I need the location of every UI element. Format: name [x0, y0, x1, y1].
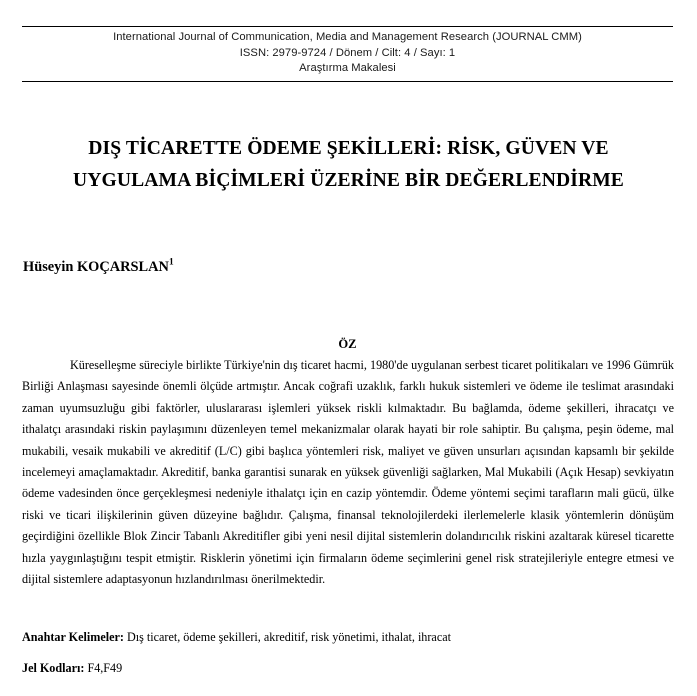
- journal-article-type-line: Araştırma Makalesi: [299, 62, 396, 75]
- journal-masthead: [22, 26, 673, 82]
- journal-title-line: International Journal of Communication, Media and Management Research (JOURNAL CMM): [113, 31, 582, 43]
- author-footnote-marker: 1: [168, 257, 174, 268]
- journal-issn-volume-line: ISSN: 2979-9724 / Dönem / Cilt: 4 / Sayı: 1: [239, 46, 456, 59]
- paper-title-line-1: DIŞ TİCARETTE ÖDEME ŞEKİLLERİ: RİSK, GÜVEN VE: [88, 138, 609, 159]
- jel-codes-row: [22, 660, 674, 677]
- paper-title-line-2: UYGULAMA BİÇİMLERİ ÜZERİNE BİR DEĞERLENDİRME: [73, 170, 624, 191]
- page-title: [42, 133, 655, 197]
- keywords-value: Dış ticaret, ödeme şekilleri, akreditif, risk yönetimi, ithalat, ihracat: [126, 630, 451, 644]
- abstract-text: Küreselleşme süreciyle birlikte Türkiye'nin dış ticaret hacmi, 1980'de uygulanan serbest ticaret politikaları ve 1996 Gümrük Birliği Anlaşması sayesinde önemli ölçüde artmıştır. Ancak coğrafi uzaklık, farklı hukuk sistemleri ve ödeme ile teslimat arasındaki zaman uyumsuzluğu gibi faktörler, uluslararası işlemleri yüksek riskli kılmaktadır. Bu bağlamda, ödeme şekilleri, ihracatçı ve ithalatçı arasındaki riskin paylaşımını düzenleyen temel mekanizmalar olarak hayati bir role sahiptir. Bu çalışma, peşin ödeme, mal mukabili, vesaik mukabili ve akreditif (L/C) gibi başlıca yöntemleri risk, maliyet ve güven unsurları açısından kapsamlı bir şekilde incelemeyi amaçlamaktadır. Akreditif, banka garantisi sunarak en yüksek güvenliği sağlarken, Mal Mukabili (Açık Hesap) sevkiyatın ödeme vadesinden önce gerçekleşmesi nedeniyle ithalatçı için en cazip yöntemdir. Ödeme yöntemi seçimi tarafların mali gücü, ülke riski ve ticari ilişkilerinin güven düzeyine bağlıdır. Çalışma, finansal teknolojilerdeki ilerlemelerle klasik yöntemlerin dönüşüm geçirdiğini özellikle Blok Zincir Tabanlı Akreditifler gibi yeni nesil dijital sistemlerin dolandırıcılık riskini azaltarak küresel ticarette hızla yaygınlaştığını tespit etmiştir. Risklerin yönetimi için firmaların ödeme seçimlerini genel risk stratejileriyle entegre etmesi ve dijital sistemlere adaptasyonun hızlandırılması önerilmektedir.: [22, 358, 674, 587]
- author-name: Hüseyin KOÇARSLAN: [23, 259, 169, 275]
- jel-codes-label: Jel Kodları:: [22, 661, 85, 675]
- keywords-row: [22, 629, 674, 646]
- keywords-label: Anahtar Kelimeler:: [22, 630, 124, 644]
- author-block: [23, 258, 623, 276]
- abstract-heading: ÖZ: [338, 337, 357, 351]
- jel-codes-value: F4,F49: [87, 661, 123, 675]
